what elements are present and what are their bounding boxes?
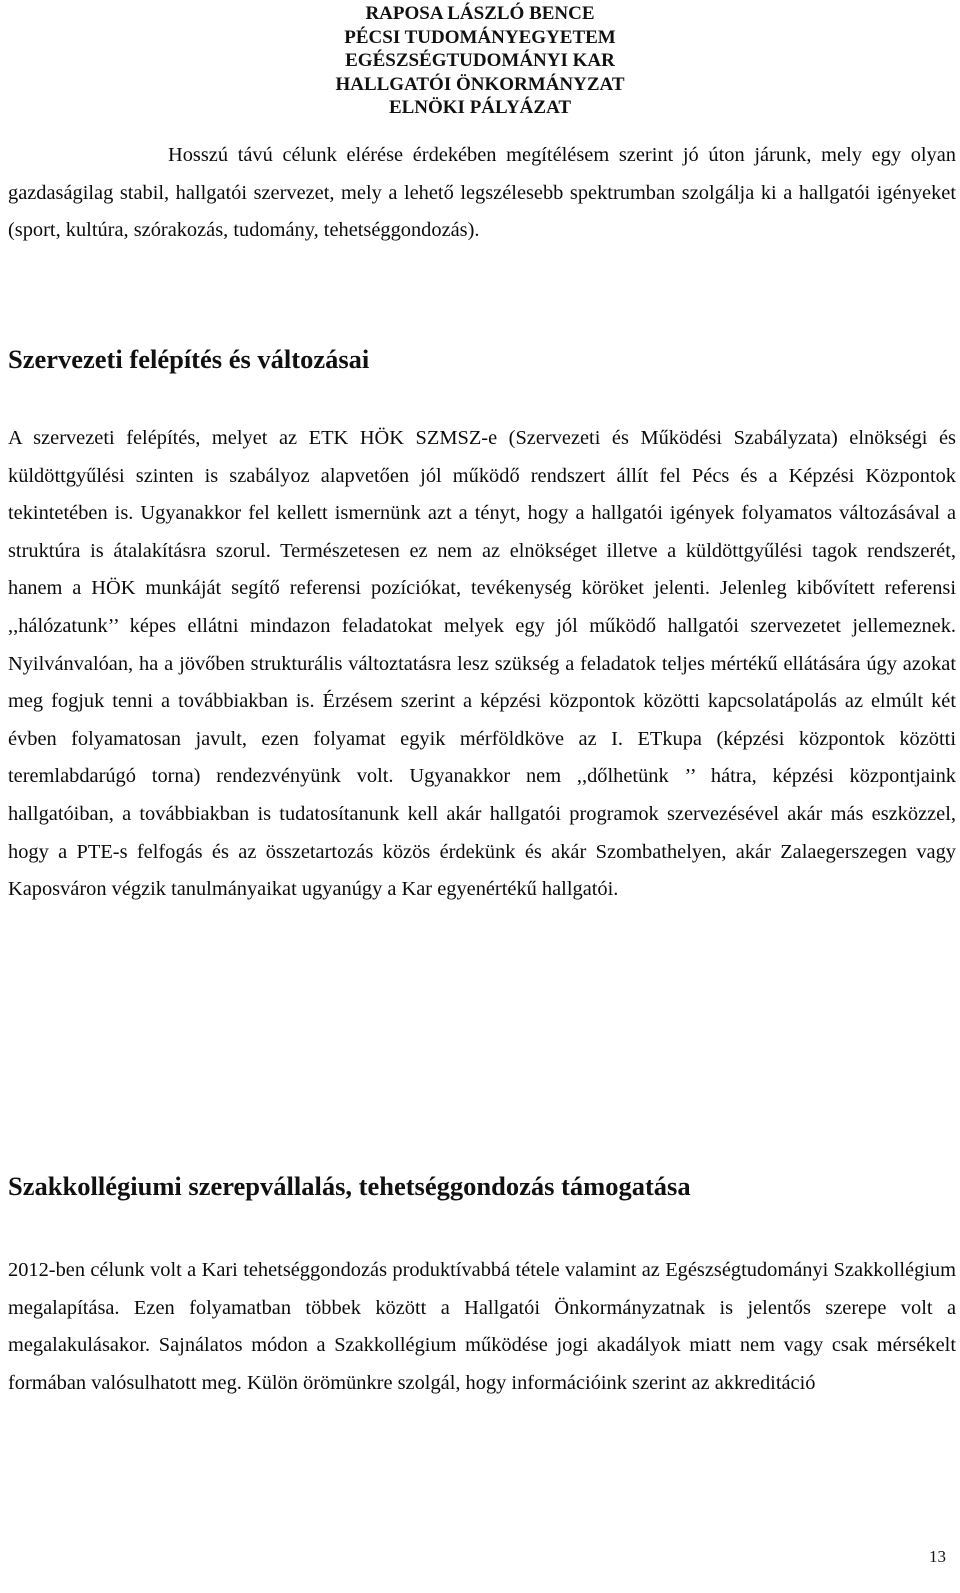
page-number: 13: [929, 1547, 946, 1566]
college-paragraph: 2012-ben célunk volt a Kari tehetséggondozás produktívabbá tétele valamint az Egészségtudományi Szakkollégium megalapítása. Ezen folyamatban többek között a Hallgatói Önkormányzatnak is jelentős szerepe volt a megalakulásakor. Sajnálatos módon a Szakkollégium működése jogi akadályok miatt nem vagy csak mérsékelt formában valósulhatott meg. Külön örömünkre szolgál, hogy információink szerint az akkreditáció: [8, 1259, 956, 1394]
header-author: RAPOSA LÁSZLÓ BENCE: [365, 3, 595, 24]
section-heading-structure: Szervezeti felépítés és változásai: [8, 344, 370, 374]
intro-paragraph: Hosszú távú célunk elérése érdekében megítélésem szerint jó úton járunk, mely egy olyan gazdaságilag stabil, hallgatói szervezet, mely a lehető legszélesebb spektrumban szolgálja ki a hallgatói igényeket (sport, kultúra, szórakozás, tudomány, tehetséggondozás).: [8, 144, 956, 242]
header-university: PÉCSI TUDOMÁNYEGYETEM: [344, 26, 616, 48]
section-heading-college: Szakkollégiumi szerepvállalás, tehetséggondozás támogatása: [8, 1171, 691, 1201]
header-faculty: EGÉSZSÉGTUDOMÁNYI KAR: [345, 50, 615, 72]
header-student-union: HALLGATÓI ÖNKORMÁNYZAT: [335, 73, 625, 95]
document-header: [0, 2, 960, 120]
header-application-title: ELNÖKI PÁLYÁZAT: [388, 97, 572, 119]
structure-paragraph: A szervezeti felépítés, melyet az ETK HÖK SZMSZ-e (Szervezeti és Működési Szabályzata) elnökségi és küldöttgyűlési szinten is szabályoz alapvetően jól működő rendszert állít fel Pécs és a Képzési Központok tekintetében is. Ugyanakkor fel kellett ismernünk azt a tényt, hogy a hallgatói igények folyamatos változásával a struktúra is átalakításra szorul. Természetesen ez nem az elnökséget illetve a küldöttgyűlési tagok rendszerét, hanem a HÖK munkáját segítő referensi pozíciókat, tevékenység köröket jelenti. Jelenleg kibővített referensi ,,hálózatunk’’ képes ellátni mindazon feladatokat melyek egy jól működő hallgatói szervezetet jellemeznek. Nyilvánvalóan, ha a jövőben strukturális változtatásra lesz szükség a feladatok teljes mértékű ellátására úgy azokat meg fogjuk tenni a továbbiakban is. Érzésem szerint a képzési központok közötti kapcsolatápolás az elmúlt két évben folyamatosan javult, ezen folyamat egyik mérföldköve az I. ETkupa (képzési központok közötti teremlabdarúgó torna) rendezvényünk volt. Ugyanakkor nem ,,dőlhetünk ’’ hátra, képzési központjaink hallgatóiban, a továbbiakban is tudatosítanunk kell akár hallgatói programok szervezésével akár más eszközzel, hogy a PTE-s felfogás és az összetartozás közös érdekünk és akár Szombathelyen, akár Zalaegerszegen vagy Kaposváron végzik tanulmányaikat ugyanúgy a Kar egyenértékű hallgatói.: [8, 427, 956, 901]
